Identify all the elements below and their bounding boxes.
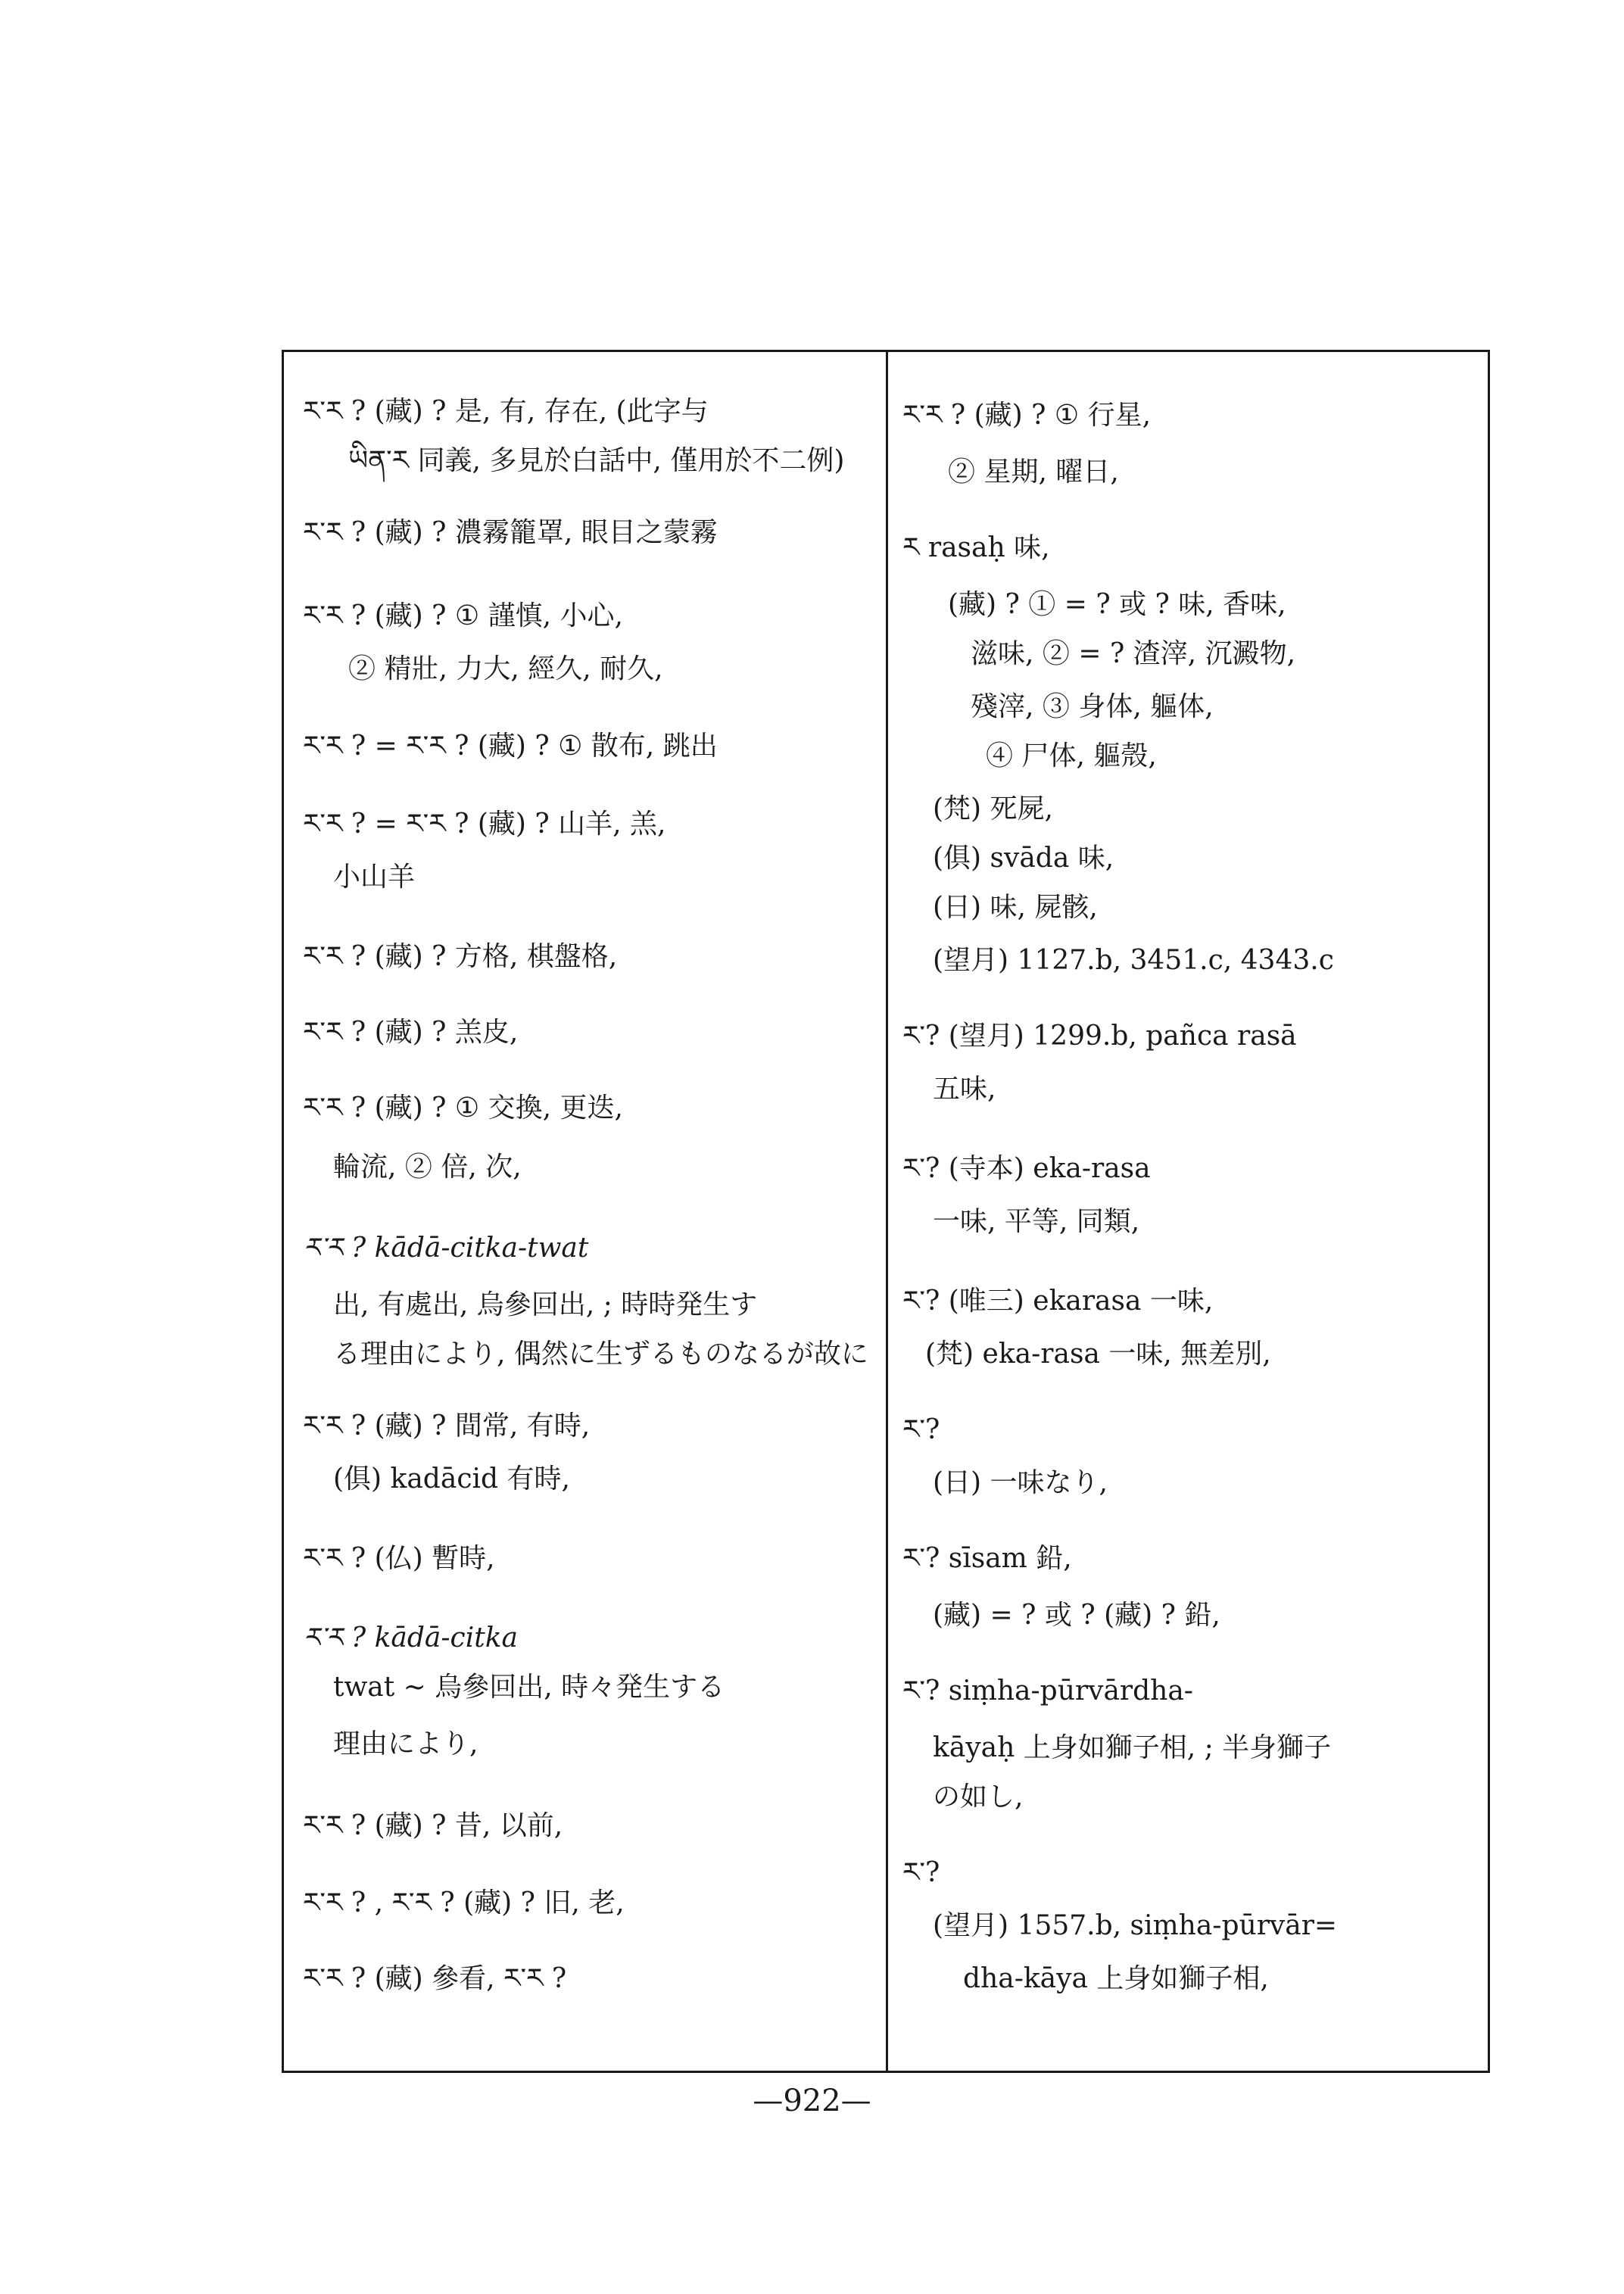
right-line: (藏) = ? 或 ? (藏) ? 鉛,	[933, 1600, 1220, 1631]
left-line: ར་ར ? (藏) ? 昔, 以前,	[303, 1810, 563, 1841]
right-line: ④ 尸体, 軀殼,	[986, 740, 1157, 771]
right-line: 滋味, ② = ? 渣滓, 沉澱物,	[971, 638, 1296, 669]
right-line: 殘滓, ③ 身体, 軀体,	[971, 691, 1214, 722]
right-line: (望月) 1127.b, 3451.c, 4343.c	[933, 945, 1334, 976]
right-line: dha-kāya 上身如獅子相,	[963, 1963, 1269, 1994]
right-line: ར rasaḥ 味,	[902, 532, 1050, 563]
left-line: ར་ར ? (藏) ? 是, 有, 存在, (此字与	[303, 396, 709, 427]
right-line: ར་?	[902, 1414, 940, 1445]
left-line: ར་ར ? (藏) ? 羔皮,	[303, 1017, 519, 1048]
left-line: ར་ར ? kādā-citka-twat	[303, 1233, 589, 1264]
left-line: ར་ར ? (仏) 暫時,	[303, 1543, 495, 1574]
left-line: ར་ར ? (藏) ? 濃霧籠罩, 眼目之蒙霧	[303, 517, 718, 548]
right-line: ར་? siṃha-pūrvārdha-	[902, 1675, 1193, 1706]
column-divider	[886, 350, 888, 2073]
left-line: ཡིན་ར 同義, 多見於白話中, 僅用於不二例)	[348, 445, 845, 476]
right-line: ར་?	[902, 1857, 940, 1888]
page-number: —922—	[753, 2084, 871, 2118]
left-line: ར་ར ? (藏) 參看, ར་ར ?	[303, 1963, 567, 1994]
right-line: (藏) ? ① = ? 或 ? 味, 香味,	[948, 589, 1286, 620]
right-line: (望月) 1557.b, siṃha-pūrvār=	[933, 1910, 1338, 1941]
left-line: ར་ར ? (藏) ? 間常, 有時,	[303, 1410, 591, 1442]
right-line: の如し,	[933, 1781, 1024, 1812]
right-line: ར་? (唯三) ekarasa 一味,	[902, 1286, 1214, 1317]
left-line: twat ~ 烏參回出, 時々発生する	[333, 1672, 725, 1703]
right-line: ར་ར ? (藏) ? ① 行星,	[902, 400, 1152, 431]
left-line: ར་ར ? (藏) ? 方格, 棋盤格,	[303, 941, 618, 972]
right-line: (俱) svāda 味,	[933, 843, 1114, 874]
right-line: ར་? sīsam 鉛,	[902, 1543, 1072, 1574]
left-line: ར་ར ? (藏) ? ① 交換, 更迭,	[303, 1092, 623, 1124]
right-line: ར་? (望月) 1299.b, pañca rasā	[902, 1021, 1297, 1052]
left-line: ར་ར ? , ར་ར ? (藏) ? 旧, 老,	[303, 1887, 625, 1918]
right-line: 五味,	[933, 1074, 996, 1105]
right-line: (梵) 死屍,	[933, 793, 1053, 824]
right-line: kāyaḥ 上身如獅子相, ; 半身獅子	[933, 1732, 1332, 1763]
left-line: ར་ར ? (藏) ? ① 謹慎, 小心,	[303, 600, 623, 631]
right-line: (日) 味, 屍骸,	[933, 892, 1098, 923]
left-line: 理由により,	[333, 1728, 478, 1759]
left-line: 輪流, ② 倍, 次,	[333, 1152, 522, 1183]
right-line: (日) 一味なり,	[933, 1467, 1108, 1498]
left-line: 小山羊	[333, 862, 416, 893]
right-line: ② 星期, 曜日,	[948, 457, 1119, 488]
right-line: (梵) eka-rasa 一味, 無差別,	[925, 1339, 1271, 1370]
left-line: ར་ར ? = ར་ར ? (藏) ? ① 散布, 跳出	[303, 731, 718, 762]
right-line: 一味, 平等, 同類,	[933, 1206, 1140, 1237]
left-line: ར་ར ? kādā-citka	[303, 1622, 518, 1653]
left-line: る理由により, 偶然に生ずるものなるが故に	[333, 1339, 868, 1370]
left-line: ར་ར ? = ར་ར ? (藏) ? 山羊, 羔,	[303, 809, 666, 840]
left-line: (俱) kadācid 有時,	[333, 1463, 570, 1495]
left-line: 出, 有處出, 烏參回出, ; 時時発生す	[333, 1289, 758, 1320]
left-line: ② 精壯, 力大, 經久, 耐久,	[348, 653, 663, 684]
right-line: ར་? (寺本) eka-rasa	[902, 1153, 1151, 1184]
